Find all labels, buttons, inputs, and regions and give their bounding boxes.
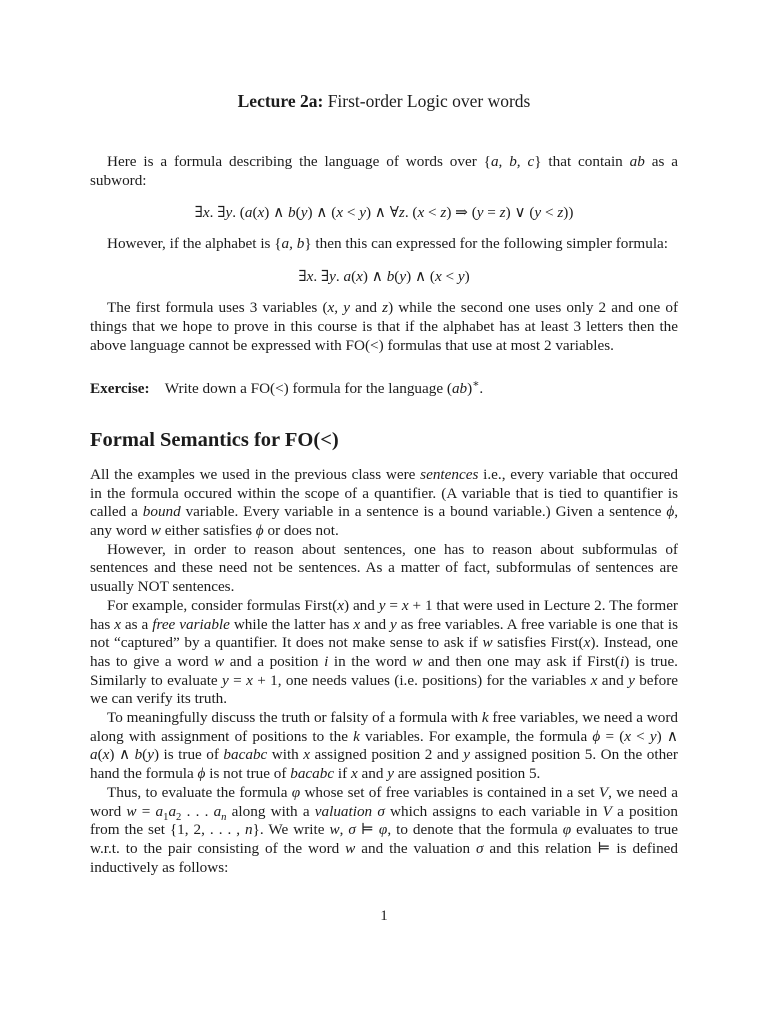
text-run: y (343, 299, 350, 317)
text-run: y (222, 671, 229, 689)
text-run: z (440, 204, 447, 222)
text-run: = (228, 671, 247, 689)
text-run: w (126, 802, 137, 820)
text-run: ( (142, 746, 148, 764)
sentences-paragraph (90, 466, 678, 541)
text-run: φ (562, 821, 572, 839)
text-run: , (334, 299, 344, 317)
text-run: assigned position 5. On the other hand the formula (90, 746, 678, 783)
text-run: y (387, 765, 394, 783)
text-run: y (147, 746, 154, 764)
text-run: free variables, we need a word along with assignment of positions to the (90, 709, 678, 745)
text-run: Thus, to evaluate the formula (107, 783, 292, 801)
text-run: All the examples we used in the previous class were (90, 465, 421, 483)
text-run: Exercise: (90, 380, 150, 398)
text-run: = (136, 802, 156, 820)
text-run: φ (378, 821, 388, 839)
text-run: n (221, 811, 227, 823)
text-run: Write down a FO(<) formula for the language ( (149, 380, 452, 398)
text-run: . (479, 380, 484, 398)
text-run: }. We write (252, 821, 330, 839)
text-run: ) (464, 268, 470, 286)
text-run: ) ∧ ( (307, 204, 337, 222)
text-run: , we need a word (90, 783, 678, 820)
text-run: z (499, 204, 506, 222)
text-run: bacabc (223, 746, 268, 764)
text-run: 2 (176, 811, 182, 823)
text-run: z (398, 204, 405, 222)
text-run: x (337, 596, 344, 614)
text-run: b (288, 204, 296, 222)
text-run: n (245, 821, 253, 839)
text-run: x (202, 204, 210, 222)
text-run: bound (142, 503, 181, 521)
text-run: However, if the alphabet is { (107, 235, 282, 253)
text-run: i.e., every variable that occured in the formula occured within the scope of a quantifier. (A variable that is tied to quantifier is called a (90, 465, 678, 521)
text-run: . ( (232, 204, 245, 222)
text-run: i (324, 652, 329, 670)
text-run: ) and (344, 596, 379, 614)
text-run: bacabc (290, 765, 335, 783)
text-run: as free variables. A free variable is one that is not “captured” by a quantifier. It does not make sense to ask if (90, 615, 678, 652)
free-variables-paragraph (90, 597, 678, 709)
text-run: = (385, 596, 402, 614)
text-run: and (349, 299, 383, 317)
text-run: ( (252, 204, 258, 222)
text-run: ). Instead, one has to give a word (90, 634, 678, 670)
text-run: x (417, 204, 425, 222)
text-run: either satisfies (160, 522, 256, 540)
text-run: ) is true of (153, 746, 224, 764)
text-run: However, in order to reason about sentences, one has to reason about subformulas of sentences and these need not be sentences. As a matter of fact, subformulas of sentences are usually NOT sentences. (90, 540, 678, 596)
text-run: y (225, 204, 233, 222)
text-run: z (382, 299, 389, 317)
text-run: variable. Every variable in a sentence is a bound variable.) Given a sentence (180, 503, 667, 521)
text-run: , (339, 821, 349, 839)
text-run: < (631, 727, 650, 745)
text-run: The first formula uses 3 variables ( (107, 299, 328, 317)
text-run: ϕ (255, 522, 264, 540)
text-run: ∃ (194, 204, 203, 222)
text-run: x (356, 268, 363, 286)
text-run: x (246, 671, 253, 689)
text-run: y (457, 268, 465, 286)
text-run: x (353, 615, 361, 633)
text-run: ) ∧ ( (406, 268, 435, 286)
text-run: x (336, 204, 344, 222)
text-run: w (214, 652, 225, 670)
text-run: ∗ (472, 379, 480, 391)
text-run: . ∃ (313, 268, 330, 286)
text-run: which assigns to each variable in (384, 802, 603, 820)
text-run: y (390, 615, 397, 633)
text-run: ( (97, 746, 103, 764)
text-run: b (134, 746, 143, 764)
text-run: To meaningfully discuss the truth or falsity of a formula with (107, 709, 482, 727)
text-run: sentences (420, 465, 479, 483)
text-run: x (583, 634, 591, 652)
text-run: y (399, 268, 407, 286)
text-run: y (329, 268, 336, 286)
text-run: ⊨ (355, 821, 379, 839)
text-run: as a (120, 615, 153, 633)
text-run: , any word (90, 503, 679, 540)
text-run: a (168, 802, 177, 820)
text-run: and (597, 671, 629, 689)
text-run: ( (295, 204, 301, 222)
document-content (90, 91, 678, 877)
text-run: 1 (163, 811, 169, 823)
text-run: σ (377, 802, 385, 820)
models-relation-paragraph (90, 784, 678, 878)
text-run: and this relation ⊨ is defined inductively as follows: (90, 839, 679, 876)
text-run: ( (351, 268, 357, 286)
text-run: w (412, 652, 423, 670)
text-run: } that contain (534, 153, 630, 170)
text-run: ) ∧ (264, 204, 289, 222)
text-run: y (463, 746, 471, 764)
text-run: x (624, 727, 631, 745)
text-run: ab (629, 153, 645, 170)
formula-three-vars (90, 203, 678, 222)
text-run: satisfies First( (492, 634, 584, 652)
text-run: a position from the set {1, 2, . . . , (90, 802, 678, 839)
text-run: V (598, 783, 609, 801)
text-run: and the valuation (355, 839, 476, 857)
text-run: whose set of free variables is contained in a set (300, 783, 599, 801)
text-run: = (483, 204, 500, 222)
text-run: k (353, 727, 360, 745)
text-run: Here is a formula describing the language of words over { (107, 153, 491, 170)
text-run: free variable (152, 615, 230, 633)
text-run: < (343, 204, 360, 222)
text-run: , to denote that the formula (387, 821, 563, 839)
text-run: < (441, 268, 458, 286)
text-run: < (424, 204, 441, 222)
text-run: x (114, 615, 121, 633)
alphabet-ab-paragraph (90, 235, 678, 254)
text-run: For example, consider formulas First( (107, 596, 338, 614)
text-run: ) ⇒ ( (446, 204, 477, 222)
text-run: and then one may ask if First( (422, 652, 620, 670)
text-run: k (481, 709, 489, 727)
text-run: a, b, c (490, 153, 535, 170)
text-run: ) (467, 380, 473, 398)
text-run: φ (291, 783, 301, 801)
text-run: y (476, 204, 484, 222)
text-run: in the word (328, 652, 413, 670)
text-run: x (102, 746, 110, 764)
text-run: before we can verify its truth. (90, 671, 678, 708)
text-run: Lecture 2a: (237, 91, 324, 111)
text-run: σ (348, 821, 356, 839)
text-run: are assigned position 5. (393, 765, 541, 783)
text-run: x (401, 596, 409, 614)
text-run: a (213, 802, 222, 820)
formula-two-vars (90, 267, 678, 286)
text-run: ϕ (592, 727, 601, 745)
text-run: = ( (600, 727, 625, 745)
text-run: variables. For example, the formula (359, 727, 593, 745)
text-run: ) ∧ (656, 727, 678, 745)
text-run: and (360, 615, 391, 633)
text-run: z (557, 204, 564, 222)
text-run: ϕ (666, 503, 675, 521)
text-run: w (150, 522, 161, 540)
section-heading-formal-semantics (90, 429, 678, 452)
text-run: ) ∧ (109, 746, 135, 764)
text-run: x (303, 746, 311, 764)
text-run: valuation (314, 802, 373, 820)
text-run: . ∃ (209, 204, 226, 222)
text-run: + 1, one needs values (i.e. positions) for the variables (252, 671, 591, 689)
text-run: . ( (404, 204, 418, 222)
intro-paragraph (90, 153, 678, 190)
text-run: . . . (181, 802, 214, 820)
text-run: x (590, 671, 598, 689)
text-run: y (300, 204, 308, 222)
text-run: ) while the second one uses only 2 and one of things that we hope to prove in this course is that if the alphabet has at least 3 letters then the above language cannot be expressed with FO(<) formulas that use at most 2 variables. (90, 299, 679, 354)
text-run: and a position (224, 652, 325, 670)
text-run: ) ∧ ∀ (365, 204, 399, 222)
text-run: y (359, 204, 366, 222)
text-run: along with a (226, 802, 315, 820)
text-run: a (343, 268, 352, 286)
text-run: )) (563, 204, 574, 222)
text-run: evaluates to true w.r.t. to the pair consisting of the word (90, 821, 678, 857)
text-run: y (649, 727, 657, 745)
text-run: i (620, 652, 625, 670)
text-run: w (329, 821, 340, 839)
text-run: is not true of (205, 765, 291, 783)
text-run: ∃ (298, 268, 307, 286)
text-run: w (482, 634, 493, 652)
variable-count-paragraph (90, 299, 678, 355)
text-run: x (306, 268, 314, 286)
text-run: while the latter has (229, 615, 354, 633)
valuation-example-paragraph (90, 709, 678, 784)
text-run: assigned position 2 and (310, 746, 464, 764)
exercise-line (90, 380, 678, 399)
text-run: and (357, 765, 388, 783)
text-run: x (350, 765, 358, 783)
text-run: . (335, 268, 344, 286)
text-run: Formal Semantics for FO(<) (90, 428, 339, 451)
text-run: as a subword: (90, 153, 678, 189)
text-run: a (155, 802, 164, 820)
text-run: x (327, 299, 335, 317)
text-run: y (534, 204, 542, 222)
text-run: < (541, 204, 558, 222)
text-run: y (378, 596, 386, 614)
text-run: + 1 that were used in Lecture 2. The former has (90, 596, 678, 633)
text-run: a (244, 204, 253, 222)
text-run: x (257, 204, 265, 222)
lecture-title (90, 91, 678, 112)
text-run: ϕ (197, 765, 206, 783)
text-run: First-order Logic over words (323, 91, 531, 111)
text-run: a, b (281, 235, 305, 253)
text-run: a (90, 746, 98, 764)
text-run: σ (476, 839, 484, 857)
text-run: or does not. (263, 522, 339, 540)
text-run: w (345, 839, 356, 857)
text-run: with (267, 746, 304, 764)
text-run: if (334, 765, 351, 783)
text-run: ( (394, 268, 400, 286)
page-number: 1 (380, 908, 388, 924)
text-run: y (628, 671, 635, 689)
text-run: ab (451, 380, 468, 398)
text-run: x (434, 268, 442, 286)
text-run: V (602, 802, 612, 820)
text-run: ) is true. Similarly to evaluate (90, 652, 678, 689)
subformulas-paragraph (90, 541, 678, 597)
text-run: } then this can expressed for the following simpler formula: (304, 235, 668, 253)
text-run: ) ∧ (362, 268, 387, 286)
text-run: b (386, 268, 395, 286)
text-run: ) ∨ ( (505, 204, 535, 222)
